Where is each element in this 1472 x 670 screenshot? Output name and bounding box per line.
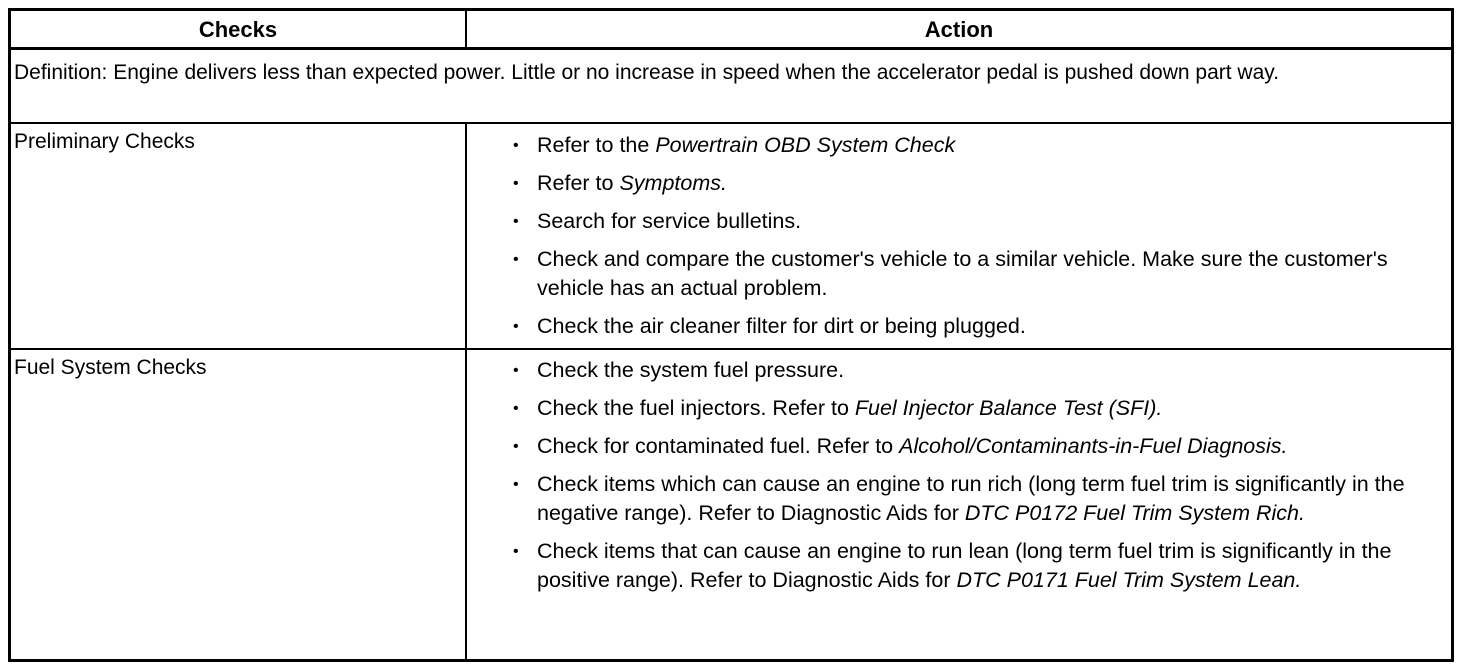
diagnostic-table — [8, 8, 1454, 662]
list-item: • Check the fuel injectors. Refer to Fuel Injector Balance Test (SFI). — [503, 394, 1453, 423]
list-item: • Check and compare the customer's vehicle to a similar vehicle. Make sure the customer's vehicle has an actual problem. — [503, 245, 1453, 303]
section-label-preliminary: Preliminary Checks — [14, 130, 195, 153]
reference-link: DTC P0171 Fuel Trim System Lean. — [956, 568, 1302, 592]
header-action: Action — [924, 17, 994, 42]
reference-link: Alcohol/Contaminants-in-Fuel Diagnosis. — [899, 434, 1288, 458]
list-item: • Search for service bulletins. — [503, 207, 1453, 236]
list-item: • Check for contaminated fuel. Refer to Alcohol/Contaminants-in-Fuel Diagnosis. — [503, 432, 1453, 461]
reference-link: DTC P0172 Fuel Trim System Rich. — [964, 501, 1305, 525]
list-item: • Refer to the Powertrain OBD System Check — [503, 131, 1453, 160]
list-item: • Check items which can cause an engine to run rich (long term fuel trim is significantly in the negative range). Refer to Diagnostic Aids for DTC P0172 Fuel Trim System Rich. — [503, 470, 1453, 528]
reference-link: Powertrain OBD System Check — [655, 133, 956, 157]
header-checks: Checks — [198, 17, 278, 42]
list-item: • Check the air cleaner filter for dirt or being plugged. — [503, 312, 1453, 341]
preliminary-checks-list — [503, 131, 1453, 350]
section-label-fuel-system: Fuel System Checks — [14, 356, 207, 379]
reference-link: Fuel Injector Balance Test (SFI). — [854, 396, 1163, 420]
definition-text: Definition: Engine delivers less than expected power. Little or no increase in speed when the accelerator pedal is pushed down part way. — [14, 61, 1280, 84]
list-item: • Check items that can cause an engine to run lean (long term fuel trim is significantly in the positive range). Refer to Diagnostic Aids for DTC P0171 Fuel Trim System Lean. — [503, 537, 1453, 595]
list-item: • Refer to Symptoms. — [503, 169, 1453, 198]
fuel-system-checks-list — [503, 356, 1453, 604]
reference-link: Symptoms. — [619, 171, 727, 195]
list-item: • Check the system fuel pressure. — [503, 356, 1453, 385]
body-column-divider — [465, 123, 467, 659]
definition-divider — [11, 122, 1451, 124]
